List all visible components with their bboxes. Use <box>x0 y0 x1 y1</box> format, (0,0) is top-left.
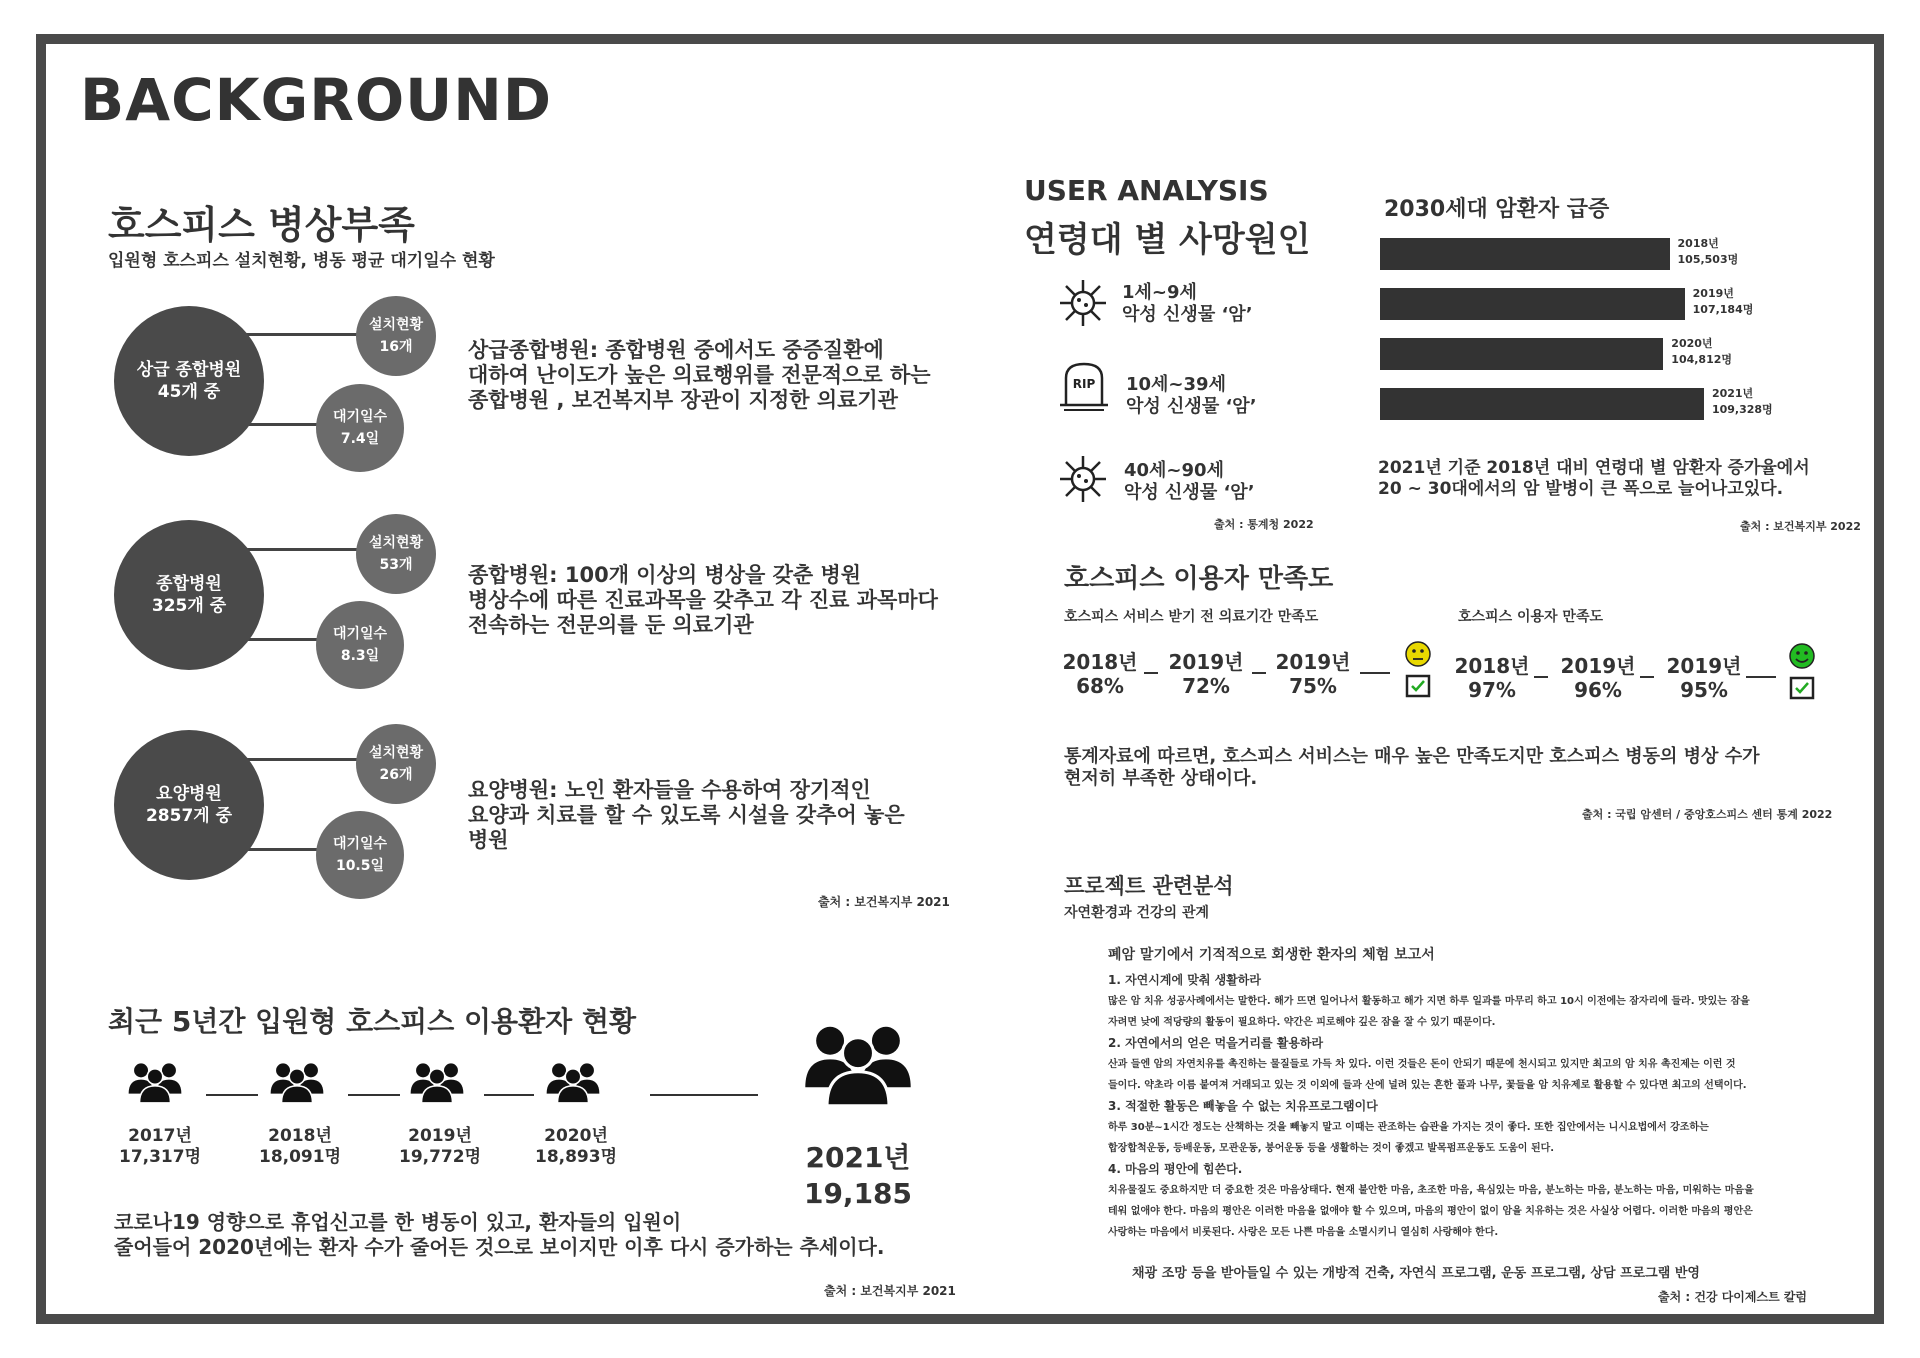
hospital-type-circle: 요양병원 2857게 중 <box>114 730 264 880</box>
before-label: 호스피스 서비스 받기 전 의료기간 만족도 <box>1064 609 1319 625</box>
satisfaction-stat: 2018년 68% <box>1062 650 1138 698</box>
happy-face-icon <box>1788 642 1816 702</box>
after-label: 호스피스 이용자 만족도 <box>1458 609 1603 625</box>
people-icon <box>542 1058 604 1106</box>
timeline-line <box>348 1094 400 1096</box>
timeline-line <box>650 1094 758 1096</box>
virus-icon <box>1058 278 1108 328</box>
people-icon <box>266 1058 328 1106</box>
user-analysis-source: 출처 : 통계청 2022 <box>1214 518 1314 531</box>
project-conclusion: 채광 조망 등을 받아들일 수 있는 개방적 건축, 자연식 프로그램, 운동 프로그램, 상담 프로그램 반영 <box>1132 1266 1700 1281</box>
latest-year-stat: 2021년 19,185 <box>803 1141 913 1210</box>
chart-source: 출처 : 보건복지부 2022 <box>1740 520 1861 533</box>
satisfaction-stat: 2018년 97% <box>1454 654 1530 702</box>
bar-1 <box>1380 238 1670 270</box>
bar-label: 2020년 104,812명 <box>1671 337 1733 366</box>
stat-separator <box>1640 676 1654 678</box>
neutral-face-icon <box>1404 640 1432 700</box>
install-circle: 설치현황 16개 <box>356 296 436 376</box>
cause-item: 10세~39세 악성 신생물 ‘암’ <box>1126 374 1257 417</box>
stat-separator <box>1746 676 1776 678</box>
bar-3 <box>1380 338 1663 370</box>
report-title: 폐암 말기에서 기적적으로 회생한 환자의 체험 보고서 <box>1108 947 1435 963</box>
bar-2 <box>1380 288 1685 320</box>
virus-icon <box>1058 454 1108 504</box>
people-icon <box>406 1058 468 1106</box>
bar-label: 2018년 105,503명 <box>1677 237 1739 266</box>
page-title: BACKGROUND <box>80 66 552 134</box>
hospital-description: 상급종합병원: 종합병원 중에서도 중증질환에 대하여 난이도가 높은 의료행위를 전문적으로 하는 종합병원 , 보건복지부 장관이 지정한 의료기관 <box>468 338 931 412</box>
year-stat: 2019년 19,772명 <box>398 1126 482 1167</box>
beds-source: 출처 : 보건복지부 2021 <box>818 895 950 909</box>
wait-circle: 대기일수 8.3일 <box>316 601 404 689</box>
stat-separator <box>1144 672 1158 674</box>
cause-item: 40세~90세 악성 신생물 ‘암’ <box>1124 460 1255 503</box>
timeline-line <box>484 1094 534 1096</box>
people-icon <box>124 1058 186 1106</box>
patients-source: 출처 : 보건복지부 2021 <box>824 1284 956 1298</box>
bar-4 <box>1380 388 1704 420</box>
hospital-description: 종합병원: 100개 이상의 병상을 갖춘 병원 병상수에 따른 진료과목을 갖추고 각 진료 과목마다 전속하는 전문의를 둔 의료기관 <box>468 563 938 637</box>
bar-label: 2021년 109,328명 <box>1711 387 1773 416</box>
stat-separator <box>1252 672 1266 674</box>
wait-circle: 대기일수 10.5일 <box>316 811 404 899</box>
beds-title: 호스피스 병상부족 <box>108 203 415 247</box>
user-analysis-title: 연령대 별 사망원인 <box>1024 220 1311 260</box>
install-circle: 설치현황 26개 <box>356 724 436 804</box>
bar-label: 2019년 107,184명 <box>1692 287 1754 316</box>
chart-title: 2030세대 암환자 급증 <box>1384 197 1610 222</box>
satisfaction-stat: 2019년 72% <box>1168 650 1244 698</box>
year-stat: 2018년 18,091명 <box>258 1126 342 1167</box>
cause-item: 1세~9세 악성 신생물 ‘암’ <box>1122 282 1253 325</box>
hospital-description: 요양병원: 노인 환자들을 수용하여 장기적인 요양과 치료를 할 수 있도록 시설을 갖추어 놓은 병원 <box>468 778 905 852</box>
project-source: 출처 : 건강 다이제스트 칼럼 <box>1658 1290 1808 1304</box>
user-analysis-label: USER ANALYSIS <box>1024 174 1269 207</box>
beds-subtitle: 입원형 호스피스 설치현황, 병동 평균 대기일수 현황 <box>108 251 495 271</box>
patients-note: 코로나19 영향으로 휴업신고를 한 병동이 있고, 환자들의 입원이 줄어들어 2020년에는 환자 수가 줄어든 것으로 보이지만 이후 다시 증가하는 추세이다. <box>114 1210 885 1259</box>
stat-separator <box>1534 676 1548 678</box>
report-body: 1. 자연시계에 맞춰 생활하라 많은 암 치유 성공사례에서는 말한다. 해가 뜨면 일어나서 활동하고 해가 지면 하루 일과를 마무리 하고 10시 이전에는 잠자리에 들라. 맛있는 잠을 자려면 낮에 적당량의 활동이 필요하다. 약간은 피로해야 깊은 잠을 잘 수 있기 때문이다. 2. 자연에서의 얻은 먹을거리를 활용하라 산과 들엔 암의 자연치유를 촉진하는 물질들로 가득 차 있다. 이런 것들은 돈이 안되기 때문에 천시되고 있지만 최고의 암 치유 촉진제는 이런 것 들이다. 약초라 이름 붙여져 거래되고 있는 것 이외에 들과 산에 널려 있는 흔한 풀과 나무, 꽃들을 암 치유제로 활용할 수 있다면 최고의 선택이다. 3. 적절한 활동은 빼놓을 수 없는 치유프로그램이다 하루 30분~1시간 정도는 산책하는 것을 빼놓지 말고 이때는 관조하는 습관을 가지는 것이 좋다. 또한 집안에서는 니시요법에서 강조하는 합장합척운동, 등배운동, 모관운동, 붕어운동 등을 생활하는 것이 좋겠고 발목펌프운동도 도움이 된다. 4. 마음의 평안에 힘쓴다. 치유물질도 중요하지만 더 중요한 것은 마음상태다. 현재 불안한 마음, 초조한 마음, 욕심있는 마음, 분노하는 마음, 분노하는 마음, 미워하는 마음을 테워 없애야 한다. 마음의 평안은 이러한 마음을 없애야 할 수 있으며, 마음의 평안이 없이 암을 치유하는 것은 사실상 어렵다. 이러한 마음의 평안은 사랑하는 마음에서 비롯된다. 사랑은 모든 나쁜 마음을 소멸시키니 열심히 사랑해야 한다. <box>1108 973 1754 1238</box>
hospital-type-circle: 상급 종합병원 45개 중 <box>114 306 264 456</box>
wait-circle: 대기일수 7.4일 <box>316 384 404 472</box>
satisfaction-source: 출처 : 국립 암센터 / 중앙호스피스 센터 통계 2022 <box>1582 808 1833 821</box>
stat-separator <box>1360 672 1390 674</box>
satisfaction-note: 통계자료에 따르면, 호스피스 서비스는 매우 높은 만족도지만 호스피스 병동의 병상 수가 현저히 부족한 상태이다. <box>1064 746 1760 789</box>
patients-title: 최근 5년간 입원형 호스피스 이용환자 현황 <box>108 1005 637 1038</box>
project-title: 프로젝트 관련분석 <box>1064 874 1234 898</box>
year-stat: 2020년 18,893명 <box>534 1126 618 1167</box>
satisfaction-stat: 2019년 95% <box>1666 654 1742 702</box>
satisfaction-stat: 2019년 96% <box>1560 654 1636 702</box>
svg-text:RIP: RIP <box>1072 377 1096 391</box>
timeline-line <box>206 1094 258 1096</box>
year-stat: 2017년 17,317명 <box>118 1126 202 1167</box>
chart-summary: 2021년 기준 2018년 대비 연령대 별 암환자 증가율에서 20 ~ 30대에서의 암 발병이 큰 폭으로 늘어나고있다. <box>1378 458 1810 499</box>
install-circle: 설치현황 53개 <box>356 514 436 594</box>
satisfaction-title: 호스피스 이용자 만족도 <box>1064 564 1334 594</box>
hospital-type-circle: 종합병원 325개 중 <box>114 520 264 670</box>
satisfaction-stat: 2019년 75% <box>1275 650 1351 698</box>
people-icon-large <box>796 1012 920 1116</box>
project-subtitle: 자연환경과 건강의 관계 <box>1064 905 1209 921</box>
tombstone-icon <box>1058 358 1110 414</box>
